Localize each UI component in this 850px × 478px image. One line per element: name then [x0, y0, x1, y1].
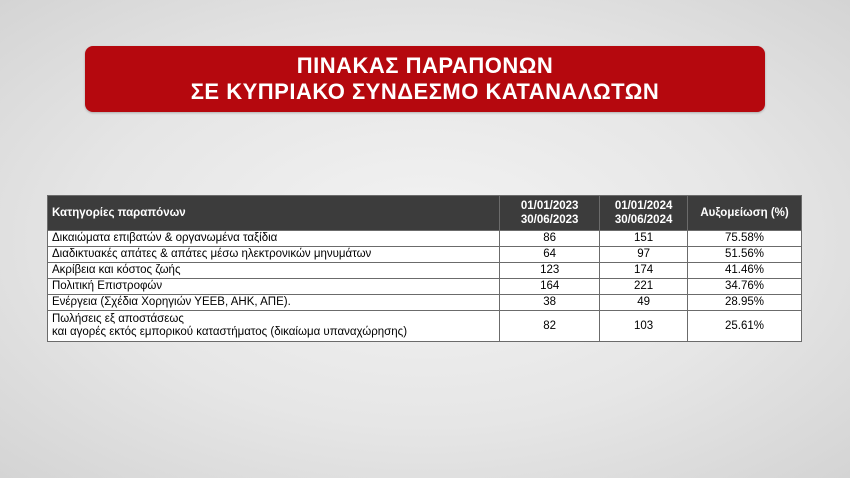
title-line-1: ΠΙΝΑΚΑΣ ΠΑΡΑΠΟΝΩΝ [296, 53, 554, 78]
row-change: 25.61% [688, 311, 802, 342]
table-row [48, 295, 802, 311]
row-change: 51.56% [688, 247, 802, 263]
row-category [48, 311, 500, 342]
header-period-2023-end: 30/06/2023 [520, 214, 579, 226]
table-row [48, 231, 802, 247]
row-value-2023: 64 [500, 247, 600, 263]
header-period-2024 [600, 196, 688, 231]
row-category-line-1: Πωλήσεις εξ αποστάσεως [52, 313, 184, 325]
table-row [48, 263, 802, 279]
row-value-2024: 151 [600, 231, 688, 247]
table-row [48, 311, 802, 342]
row-value-2023: 82 [500, 311, 600, 342]
header-period-2023 [500, 196, 600, 231]
header-period-2024-end: 30/06/2024 [614, 214, 673, 226]
header-period-2023-start: 01/01/2023 [520, 200, 579, 212]
header-increase: Αυξομείωση (%) [688, 196, 802, 231]
table-row [48, 279, 802, 295]
row-category: Δικαιώματα επιβατών & οργανωμένα ταξίδια [48, 231, 500, 247]
row-change: 34.76% [688, 279, 802, 295]
row-value-2024: 174 [600, 263, 688, 279]
row-category: Πολιτική Επιστροφών [48, 279, 500, 295]
row-value-2024: 221 [600, 279, 688, 295]
row-value-2024: 103 [600, 311, 688, 342]
row-category: Ακρίβεια και κόστος ζωής [48, 263, 500, 279]
row-value-2023: 38 [500, 295, 600, 311]
row-category: Ενέργεια (Σχέδια Χορηγιών ΥΕΕΒ, ΑΗΚ, ΑΠΕ). [48, 295, 500, 311]
header-period-2024-start: 01/01/2024 [614, 200, 673, 212]
row-change: 41.46% [688, 263, 802, 279]
row-value-2023: 123 [500, 263, 600, 279]
header-category: Κατηγορίες παραπόνων [48, 196, 500, 231]
row-value-2024: 49 [600, 295, 688, 311]
row-category: Διαδικτυακές απάτες & απάτες μέσω ηλεκτρονικών μηνυμάτων [48, 247, 500, 263]
row-category-line-2: και αγορές εκτός εμπορικού καταστήματος (δικαίωμα υπαναχώρησης) [52, 326, 408, 338]
row-value-2024: 97 [600, 247, 688, 263]
table-row [48, 247, 802, 263]
row-change: 75.58% [688, 231, 802, 247]
complaints-table [47, 195, 802, 342]
title-line-2: ΣΕ ΚΥΠΡΙΑΚΟ ΣΥΝΔΕΣΜΟ ΚΑΤΑΝΑΛΩΤΩΝ [190, 79, 660, 104]
table-header-row [48, 196, 802, 231]
row-value-2023: 86 [500, 231, 600, 247]
row-change: 28.95% [688, 295, 802, 311]
title-banner [85, 46, 765, 112]
row-value-2023: 164 [500, 279, 600, 295]
